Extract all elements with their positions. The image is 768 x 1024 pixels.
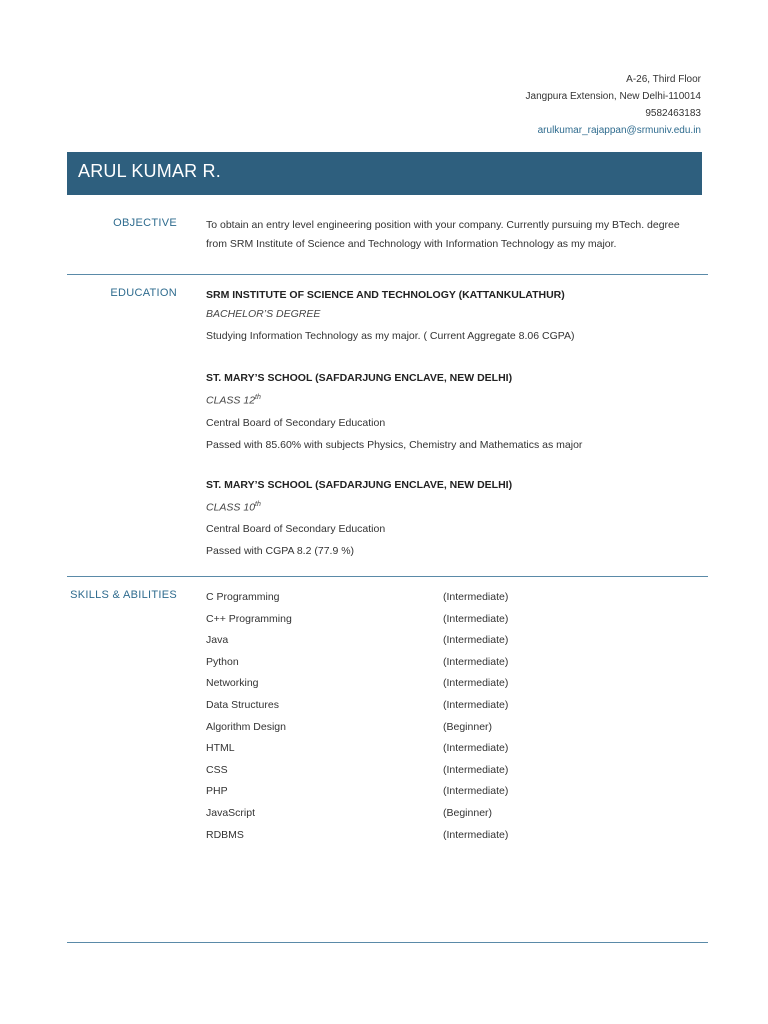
skill-level: (Intermediate) xyxy=(443,828,509,841)
objective-text: To obtain an entry level engineering position with your company. Currently pursuing my BTech. degree from SRM Institute of Science and Technology with Information Technology as my major. xyxy=(206,219,680,250)
name-banner xyxy=(67,152,702,195)
degree-superscript: th xyxy=(255,500,261,508)
education-heading: EDUCATION xyxy=(110,287,177,299)
skills-list xyxy=(206,588,701,847)
skills-heading: SKILLS & ABILITIES xyxy=(70,589,177,601)
degree-name xyxy=(206,495,701,518)
education-detail: Passed with 85.60% with subjects Physics, Chemistry and Mathematics as major xyxy=(206,438,583,451)
skill-row xyxy=(206,761,701,783)
skill-name: Java xyxy=(206,634,229,647)
education-detail: Studying Information Technology as my major. ( Current Aggregate 8.06 CGPA) xyxy=(206,330,575,342)
education-entry xyxy=(206,476,701,562)
education-list xyxy=(206,286,701,561)
email-link[interactable]: arulkumar_rajappan@srmuniv.edu.in xyxy=(537,125,701,136)
section-divider xyxy=(67,274,708,275)
skill-row xyxy=(206,782,701,804)
school-name: ST. MARY’S SCHOOL (SAFDARJUNG ENCLAVE, NEW DELHI) xyxy=(206,372,513,384)
skill-row xyxy=(206,674,701,696)
section-divider xyxy=(67,942,708,943)
skill-row xyxy=(206,826,701,848)
phone-number: 9582463183 xyxy=(645,108,701,119)
skill-level: (Intermediate) xyxy=(443,763,509,776)
degree-name: BACHELOR’S DEGREE xyxy=(206,308,321,320)
education-detail: Passed with CGPA 8.2 (77.9 %) xyxy=(206,545,355,557)
skill-row xyxy=(206,588,701,610)
skill-level: (Intermediate) xyxy=(443,655,509,668)
skill-level: (Intermediate) xyxy=(443,698,509,711)
degree-text: CLASS 12 xyxy=(206,394,256,407)
skill-row xyxy=(206,631,701,653)
skill-name: Algorithm Design xyxy=(206,720,286,733)
candidate-name: ARUL KUMAR R. xyxy=(78,161,221,181)
skill-row xyxy=(206,696,701,718)
degree-superscript: th xyxy=(255,394,261,401)
skill-row xyxy=(206,610,701,632)
skill-name: PHP xyxy=(206,785,228,798)
skill-name: Python xyxy=(206,655,239,668)
skill-row xyxy=(206,739,701,761)
section-divider xyxy=(67,576,708,577)
education-entry xyxy=(206,286,701,346)
skill-name: HTML xyxy=(206,742,235,755)
skill-name: C Programming xyxy=(206,591,280,603)
degree-name xyxy=(206,388,701,411)
skill-row xyxy=(206,653,701,675)
objective-heading: OBJECTIVE xyxy=(113,217,177,229)
degree-text: CLASS 10 xyxy=(206,501,256,513)
skill-name: CSS xyxy=(206,763,228,776)
education-detail: Central Board of Secondary Education xyxy=(206,523,386,535)
skill-level: (Intermediate) xyxy=(443,591,509,603)
skill-level: (Beginner) xyxy=(443,720,493,733)
skill-name: Data Structures xyxy=(206,698,279,711)
skill-row xyxy=(206,718,701,740)
skill-row xyxy=(206,804,701,826)
education-detail: Central Board of Secondary Education xyxy=(206,416,386,429)
contact-info xyxy=(526,71,701,139)
skill-name: RDBMS xyxy=(206,828,244,841)
school-name: SRM INSTITUTE OF SCIENCE AND TECHNOLOGY (KATTANKULATHUR) xyxy=(206,289,565,301)
skill-level: (Intermediate) xyxy=(443,785,509,798)
skill-level: (Intermediate) xyxy=(443,742,509,755)
skill-level: (Intermediate) xyxy=(443,612,509,625)
address-line-1: A-26, Third Floor xyxy=(626,74,701,85)
education-entry xyxy=(206,369,701,455)
skill-level: (Beginner) xyxy=(443,806,493,819)
skill-name: JavaScript xyxy=(206,806,256,819)
address-line-2: Jangpura Extension, New Delhi-110014 xyxy=(525,91,701,102)
skill-name: Networking xyxy=(206,677,259,690)
skill-name: C++ Programming xyxy=(206,612,292,625)
skill-level: (Intermediate) xyxy=(443,634,509,647)
school-name: ST. MARY’S SCHOOL (SAFDARJUNG ENCLAVE, NEW DELHI) xyxy=(206,478,513,491)
skill-level: (Intermediate) xyxy=(443,677,509,690)
